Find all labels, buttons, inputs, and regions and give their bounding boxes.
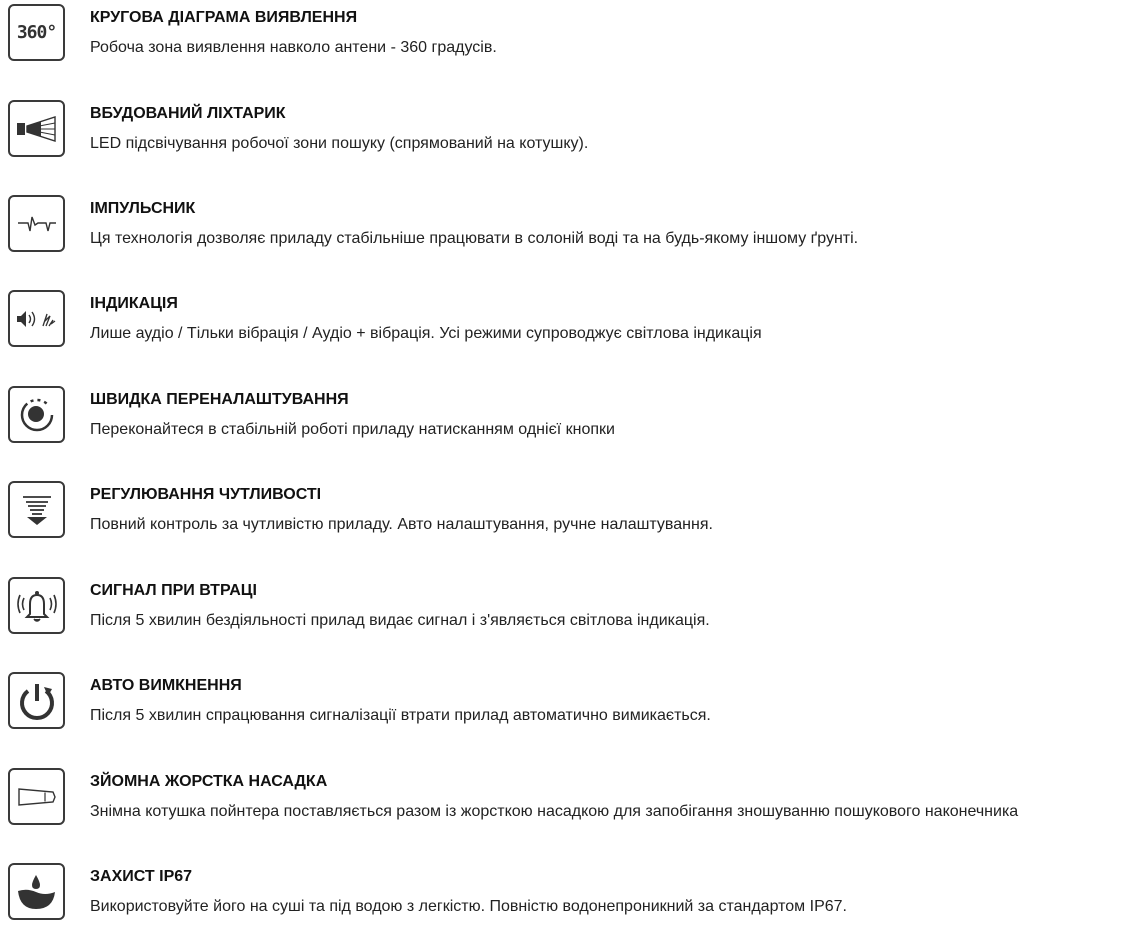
- power-off-icon: [8, 672, 65, 729]
- sensitivity-icon: [8, 481, 65, 538]
- feature-item: [8, 768, 1123, 830]
- feature-item: [8, 863, 1123, 925]
- feature-description: Знімна котушка пойнтера поставляється разом із жорсткою насадкою для запобігання зношуванню пошукового наконечника: [90, 803, 1019, 820]
- feature-description: Робоча зона виявлення навколо антени - 360 градусів.: [90, 39, 497, 56]
- water-drop-icon: [8, 863, 65, 920]
- flashlight-icon: [8, 100, 65, 157]
- feature-description: Лише аудіо / Тільки вібрація / Аудіо + вібрація. Усі режими супроводжує світлова індикація: [90, 325, 762, 342]
- feature-description: Переконайтеся в стабільній роботі приладу натисканням однієї кнопки: [90, 421, 615, 438]
- feature-description: Ця технологія дозволяє приладу стабільніше працювати в солоній воді та на будь-якому іншому ґрунті.: [90, 230, 859, 247]
- feature-item: [8, 290, 1123, 352]
- feature-description: LED підсвічування робочої зони пошуку (спрямований на котушку).: [90, 135, 589, 152]
- feature-description: Після 5 хвилин спрацювання сигналізації втрати прилад автоматично вимикається.: [90, 707, 711, 724]
- feature-description: Повний контроль за чутливістю приладу. Авто налаштування, ручне налаштування.: [90, 516, 713, 533]
- feature-title: СИГНАЛ ПРИ ВТРАЦІ: [90, 582, 257, 599]
- probe-tip-icon: [8, 768, 65, 825]
- feature-title: РЕГУЛЮВАННЯ ЧУТЛИВОСТІ: [90, 486, 322, 503]
- feature-title: ЗЙОМНА ЖОРСТКА НАСАДКА: [90, 773, 328, 790]
- 360-degree-icon: [8, 4, 65, 61]
- bell-alarm-icon: [8, 577, 65, 634]
- retune-icon: [8, 386, 65, 443]
- feature-title: ВБУДОВАНИЙ ЛІХТАРИК: [90, 105, 286, 122]
- sound-vibration-icon: [8, 290, 65, 347]
- feature-title: КРУГОВА ДІАГРАМА ВИЯВЛЕННЯ: [90, 9, 358, 26]
- feature-description: Використовуйте його на суші та під водою з легкістю. Повністю водонепроникний за стандартом IP67.: [90, 898, 847, 915]
- feature-title: ЗАХИСТ IP67: [90, 868, 193, 885]
- feature-item: [8, 386, 1123, 448]
- feature-item: [8, 100, 1123, 162]
- feature-item: [8, 577, 1123, 639]
- feature-item: [8, 195, 1123, 257]
- feature-title: ІМПУЛЬСНИК: [90, 200, 196, 217]
- feature-description: Після 5 хвилин бездіяльності прилад видає сигнал і з'являється світлова індикація.: [90, 612, 710, 629]
- feature-title: АВТО ВИМКНЕННЯ: [90, 677, 242, 694]
- pulse-icon: [8, 195, 65, 252]
- feature-title: ШВИДКА ПЕРЕНАЛАШТУВАННЯ: [90, 391, 349, 408]
- feature-item: [8, 481, 1123, 543]
- feature-item: [8, 672, 1123, 734]
- feature-item: [8, 4, 1123, 66]
- 360-degree-icon-label: 360°: [16, 22, 57, 43]
- feature-title: ІНДИКАЦІЯ: [90, 295, 178, 312]
